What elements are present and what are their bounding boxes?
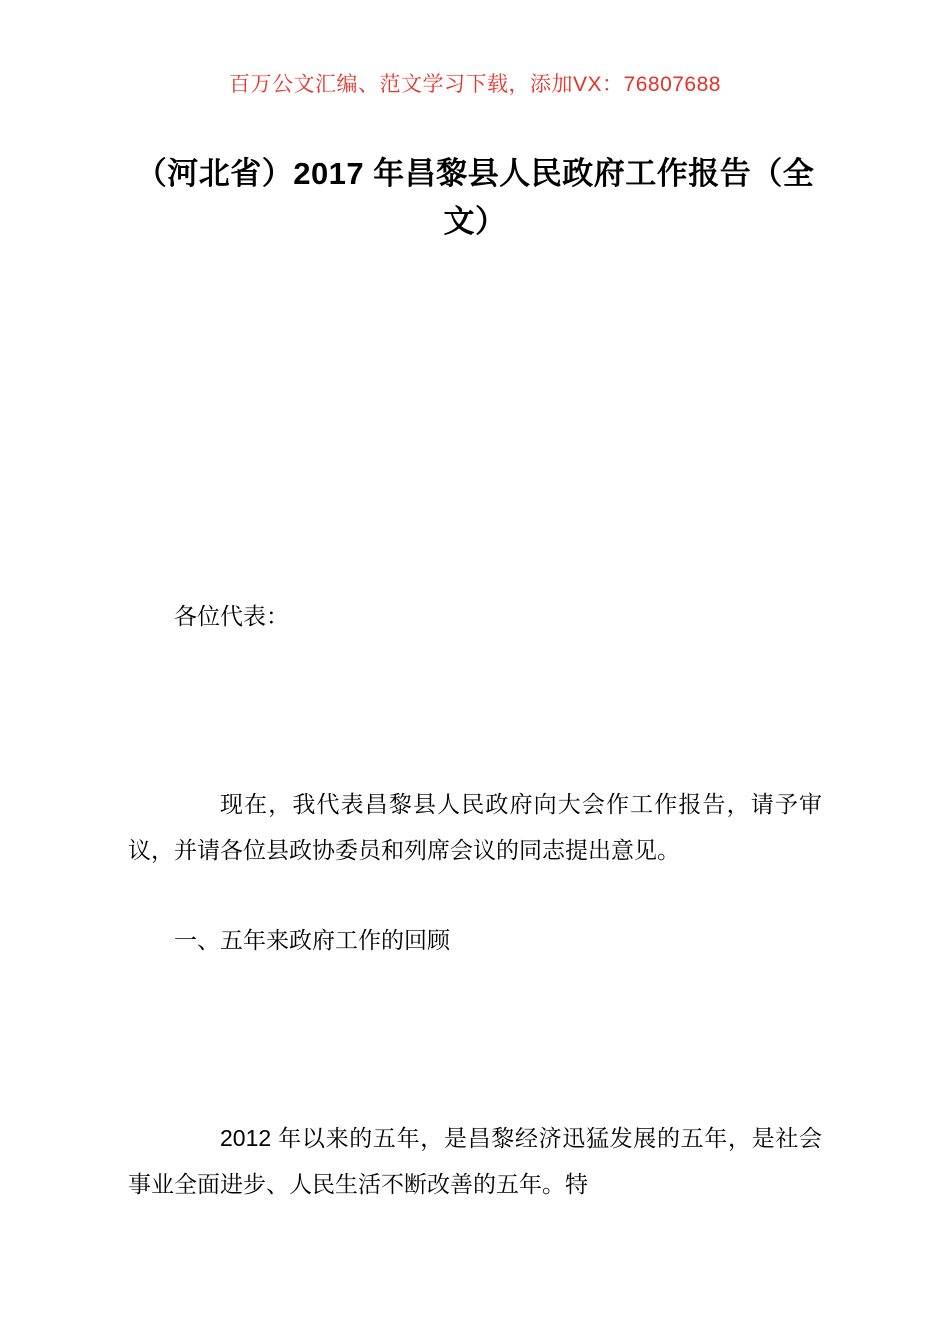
spacer-after-salutation bbox=[128, 659, 822, 737]
salutation-text: 各位代表： bbox=[174, 602, 289, 629]
section-heading-1: 一、五年来政府工作的回顾 bbox=[174, 926, 450, 953]
body-paragraph-1: 现在，我代表昌黎县人民政府向大会作工作报告，请予审议，并请各位县政协委员和列席会议的同志提出意见。 bbox=[128, 790, 822, 863]
page-title: （河北省）2017 年昌黎县人民政府工作报告（全文） bbox=[135, 156, 815, 240]
spacer-before-paragraph-2 bbox=[128, 983, 822, 1075]
body-paragraph-2: 2012 年以来的五年，是昌黎经济迅猛发展的五年，是社会事业全面进步、人民生活不断改善的五年。特 bbox=[128, 1125, 822, 1198]
title-body-spacer bbox=[128, 267, 822, 597]
watermark-text: 百万公文汇编、范文学习下载，添加VX：76807688 bbox=[229, 73, 721, 96]
